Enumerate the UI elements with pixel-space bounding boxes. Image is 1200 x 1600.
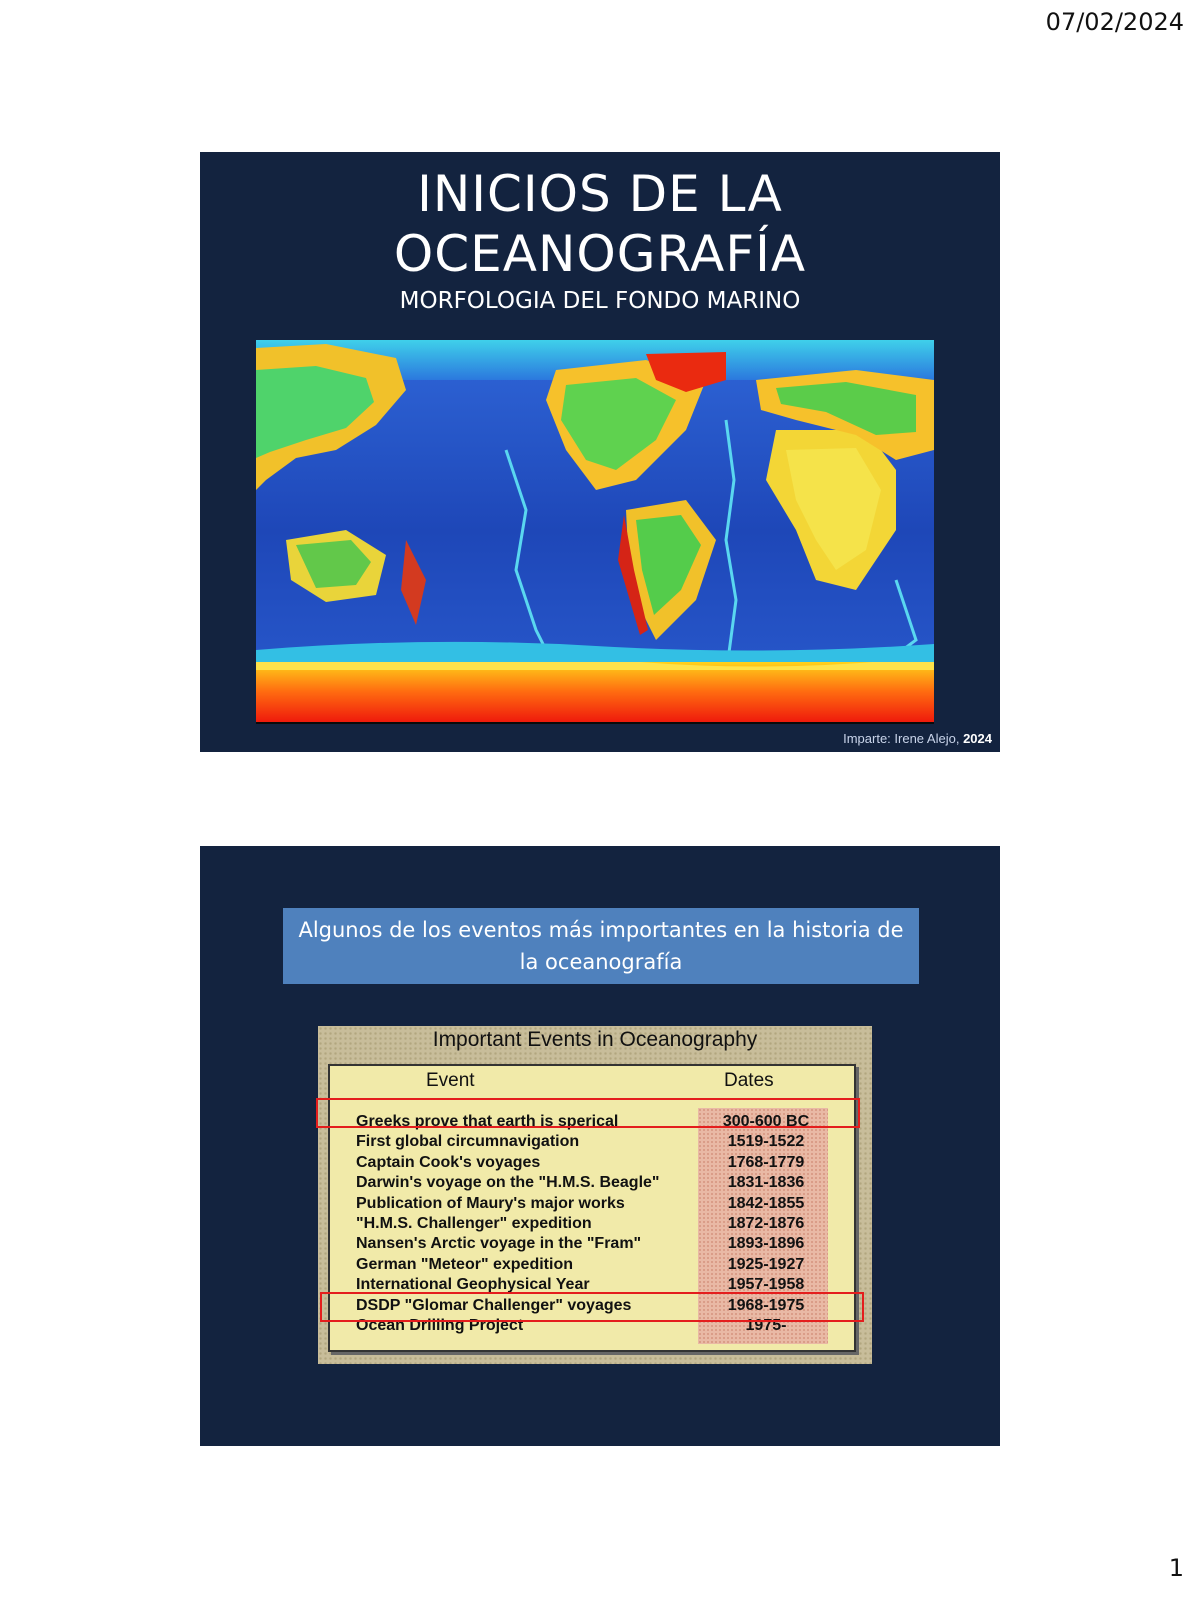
page-number: 1 <box>1168 1554 1184 1582</box>
event-cell: Ocean Drilling Project <box>356 1316 524 1334</box>
seafloor-topography-map <box>256 340 934 724</box>
dates-cell: 1872-1876 <box>727 1214 805 1232</box>
event-cell: Nansen's Arctic voyage in the "Fram" <box>356 1235 642 1253</box>
dates-cell: 1519-1522 <box>727 1133 805 1151</box>
event-cell: Publication of Maury's major works <box>356 1194 625 1212</box>
slide-title-line-2: OCEANOGRAFÍA <box>393 225 807 283</box>
slide-title-line-1: INICIOS DE LA <box>417 165 783 223</box>
column-header-event: Event <box>426 1070 475 1091</box>
column-header-dates: Dates <box>724 1070 774 1091</box>
credit-name: Imparte: Irene Alejo, <box>843 731 960 746</box>
highlight-box-dsdp <box>320 1292 864 1322</box>
event-cell: "H.M.S. Challenger" expedition <box>356 1214 592 1232</box>
dates-cell: 1957-1958 <box>727 1276 805 1294</box>
slide-events <box>200 846 1000 1446</box>
table-row <box>356 1255 836 1275</box>
table-row <box>356 1234 836 1254</box>
event-cell: German "Meteor" expedition <box>356 1255 573 1273</box>
table-row <box>356 1132 836 1152</box>
event-cell: First global circumnavigation <box>356 1133 580 1151</box>
dates-cell: 1975- <box>745 1316 787 1334</box>
slide-credit <box>843 731 992 746</box>
dates-cell: 1842-1855 <box>727 1194 805 1212</box>
table-row <box>356 1173 836 1193</box>
dates-cell: 1768-1779 <box>727 1153 805 1171</box>
dates-cell: 300-600 BC <box>722 1113 810 1130</box>
table-row <box>356 1153 836 1173</box>
event-cell: Greeks prove that earth is sperical <box>356 1113 619 1130</box>
header-date: 07/02/2024 <box>1045 8 1184 36</box>
table-row <box>356 1214 836 1234</box>
highlight-box-greeks <box>316 1098 860 1128</box>
event-cell: DSDP "Glomar Challenger" voyages <box>356 1296 632 1314</box>
events-table-title: Important Events in Oceanography <box>432 1028 758 1051</box>
slide-subtitle: MORFOLOGIA DEL FONDO MARINO <box>399 288 801 314</box>
slide-banner: Algunos de los eventos más importantes en la historia de la oceanografía <box>283 908 919 984</box>
dates-cell: 1925-1927 <box>727 1255 805 1273</box>
dates-cell: 1893-1896 <box>727 1235 805 1253</box>
dates-cell: 1831-1836 <box>727 1174 805 1192</box>
event-cell: Darwin's voyage on the "H.M.S. Beagle" <box>356 1174 660 1192</box>
table-row <box>356 1194 836 1214</box>
slide-title <box>200 152 1000 752</box>
credit-year: 2024 <box>963 731 992 746</box>
dates-cell: 1968-1975 <box>727 1296 805 1314</box>
event-cell: Captain Cook's voyages <box>356 1153 541 1171</box>
event-cell: International Geophysical Year <box>356 1276 590 1294</box>
